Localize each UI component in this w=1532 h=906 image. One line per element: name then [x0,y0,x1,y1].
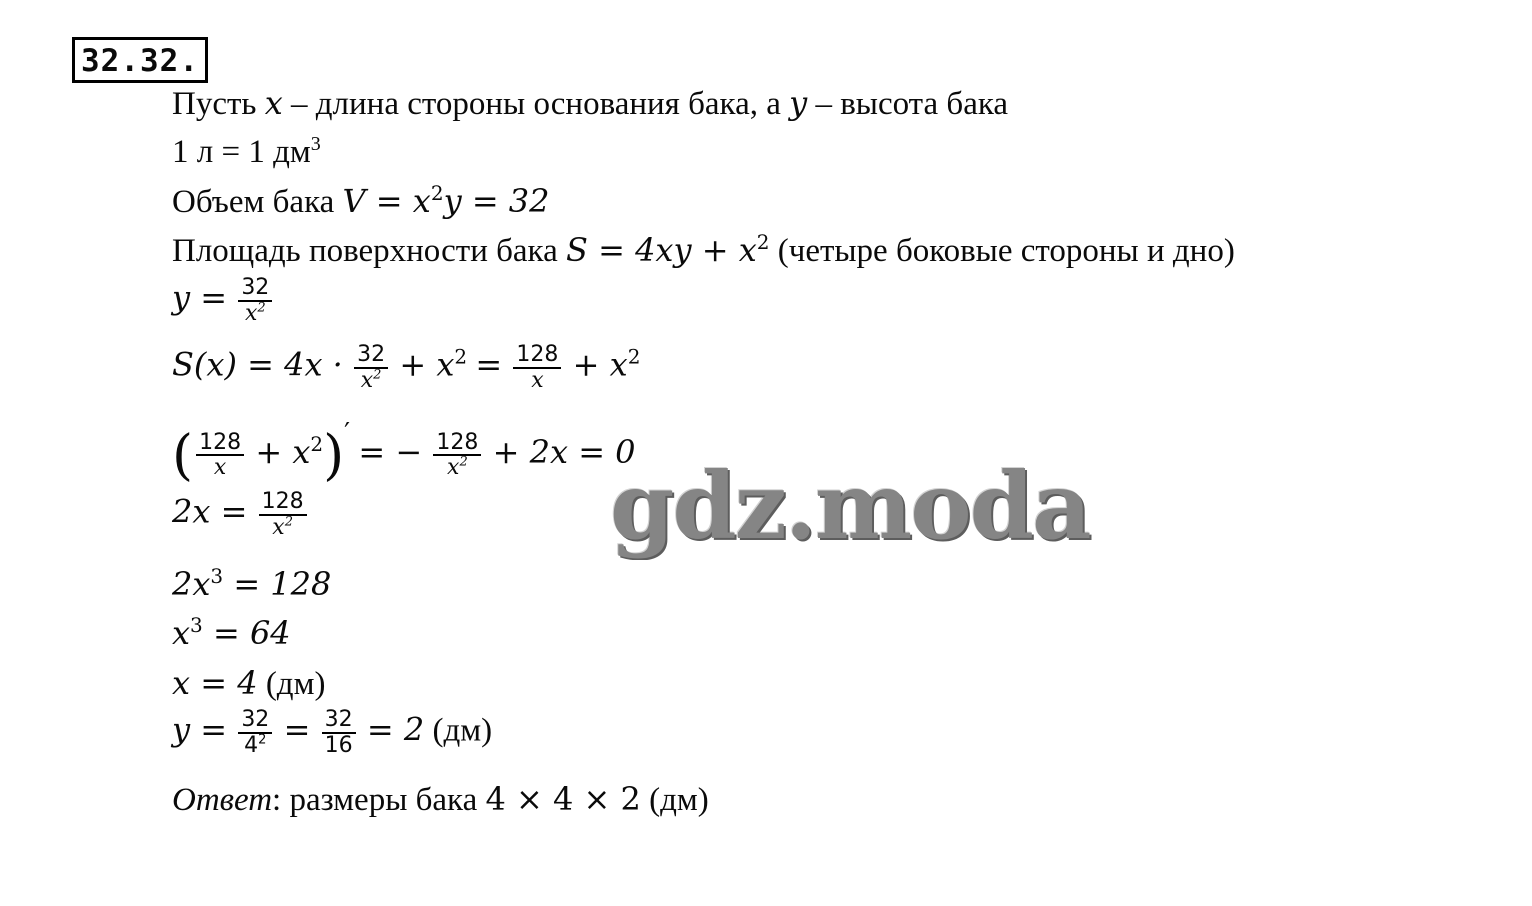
surface-note: (четыре боковые стороны и дно) [769,233,1235,269]
unit-conversion-text: 1 л = 1 дм [172,134,311,170]
fraction-denominator: $x^2$ [244,300,266,326]
equation-line [172,490,310,540]
s-mid-power: 2 [454,344,468,369]
fraction-denominator: x [531,367,544,393]
answer-unit: (дм) [640,782,709,818]
fraction [238,708,272,758]
fraction-numerator: 32 [322,708,356,734]
fraction [322,708,356,758]
cube2-power: 3 [190,613,203,637]
cube2-rhs: = 64 [202,614,291,652]
statement-line [172,84,1008,123]
fraction-denominator: $x^2$ [272,514,293,540]
fraction [259,490,307,540]
fraction-numerator: 128 [433,431,481,457]
cube-lhs: 2x [172,565,211,603]
statement-text-1: Пусть [172,86,265,122]
derivative-inner-power: 2 [310,432,324,456]
var-y: y [789,84,808,122]
s-mid: + x [399,345,455,384]
fraction [354,343,388,393]
s-tail-power: 2 [627,344,641,369]
s-eq: = [475,345,503,384]
volume-power: 2 [430,181,444,205]
fraction-numerator: 32 [238,276,272,302]
derivative-eq: = − [358,433,423,471]
left-paren: ( [172,423,194,487]
surface-line [172,231,1235,270]
volume-line [172,182,550,221]
problem-number: 32.32. [72,37,208,83]
derivative-tail: + 2x = 0 [492,433,636,471]
surface-label: Площадь поверхности бака [172,233,566,269]
derivative-inner: + x [255,433,311,471]
fraction-denominator: $4^2$ [244,732,267,758]
fraction [196,431,244,481]
y-expression-line [172,276,275,326]
cube-rhs: = 128 [223,565,332,603]
fraction-denominator: $x^2$ [447,455,468,481]
y-lhs: y = [172,278,228,317]
y-unit: (дм) [424,712,493,749]
derivative-line [172,418,636,487]
volume-formula-b: y = 32 [443,182,550,220]
var-x: x [264,84,283,122]
x-unit: (дм) [257,666,326,702]
x-result-line [172,664,325,703]
surface-formula: S = 4xy + x [565,231,757,269]
x-result: x = 4 [172,664,258,702]
fraction-numerator: 32 [238,708,272,734]
fraction-denominator: 16 [324,732,353,758]
cube-equation-line [172,565,331,604]
s-of-x-line [172,343,640,393]
surface-power: 2 [756,230,770,254]
volume-label: Объем бака [172,184,343,220]
cube-result-line [172,614,291,653]
equation-lhs: 2x = [172,492,248,531]
fraction-denominator: $x^2$ [360,367,382,393]
fraction-numerator: 128 [513,343,561,369]
y-result-value: = 2 [366,710,425,749]
fraction-numerator: 128 [196,431,244,457]
volume-formula-a: V = x [342,182,431,220]
watermark: gdz.moda [610,452,1090,560]
prime-mark: ′ [344,418,351,448]
answer-formula: 4 × 4 × 2 [485,780,641,818]
y-result-lhs: y = [172,710,228,749]
right-paren: ) [323,423,345,487]
fraction [433,431,481,481]
y-result-eq: = [283,710,311,749]
cube2-lhs: x [172,614,191,652]
unit-conversion-power: 3 [310,133,321,155]
y-result-line [172,708,492,758]
fraction [513,343,561,393]
fraction-denominator: x [213,455,227,481]
statement-text-3: – высота бака [807,86,1009,122]
answer-label: Ответ [172,782,273,818]
fraction [238,276,272,326]
fraction-numerator: 128 [259,490,307,516]
answer-text: : размеры бака [272,782,486,818]
s-tail: + x [572,345,628,384]
unit-conversion-line [172,134,321,171]
fraction-numerator: 32 [354,343,388,369]
statement-text-2: – длина стороны основания бака, а [282,86,790,122]
answer-line [172,780,709,819]
cube-power: 3 [210,564,224,588]
s-lhs: S(x) = 4x · [172,345,343,384]
